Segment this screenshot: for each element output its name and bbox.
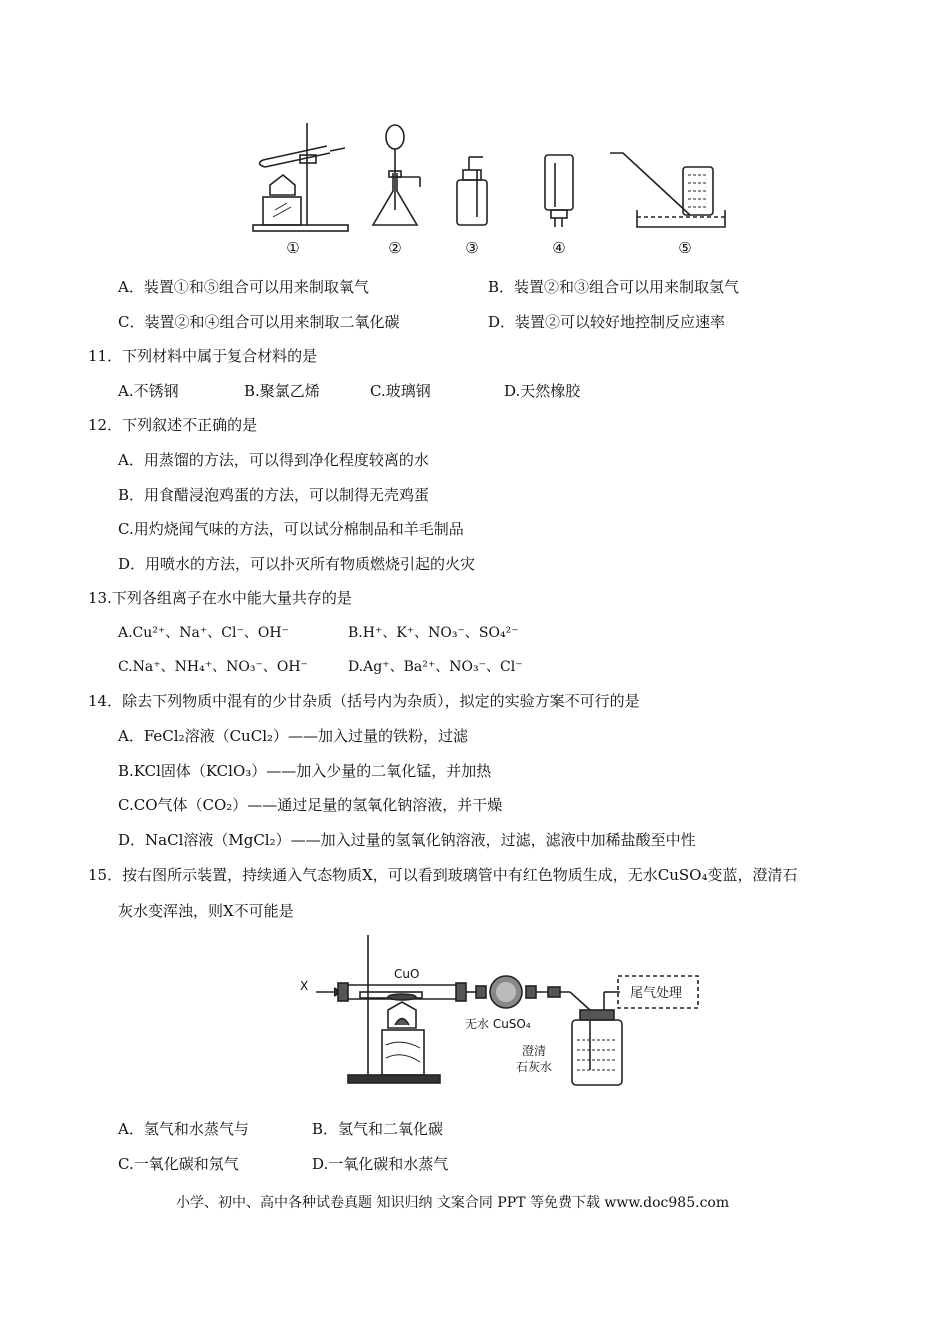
q12-stem: 12．下列叙述不正确的是 [88,416,258,434]
q10-option-d: D．装置②可以较好地控制反应速率 [488,313,726,331]
limewater-label-line2: 石灰水 [516,1060,553,1074]
q13-option-d: D.Ag⁺、Ba²⁺、NO₃⁻、Cl⁻ [348,659,523,675]
q15-apparatus-diagram [290,930,710,1090]
apparatus-label-4: ④ [552,239,566,257]
q11-option-a: A.不锈钢 [118,382,179,400]
q13-option-a: A.Cu²⁺、Na⁺、Cl⁻、OH⁻ [118,625,289,641]
apparatus-label-1: ① [286,239,300,257]
q15-option-a: A．氢气和水蒸气与 [118,1120,249,1138]
q15-option-d: D.一氧化碳和水蒸气 [312,1155,449,1173]
page-footer: 小学、初中、高中各种试卷真题 知识归纳 文案合同 PPT 等免费下载 www.doc985.com [176,1195,730,1211]
q13-option-b: B.H⁺、K⁺、NO₃⁻、SO₄²⁻ [348,625,519,641]
q10-option-a: A．装置①和⑤组合可以用来制取氧气 [118,278,369,296]
x-label: X [300,979,309,993]
q13-option-c: C.Na⁺、NH₄⁺、NO₃⁻、OH⁻ [118,659,308,675]
q14-option-c: C.CO气体（CO₂）——通过足量的氢氧化钠溶液，并干燥 [118,796,503,814]
q15-option-b: B．氢气和二氧化碳 [312,1120,444,1138]
q12-option-c: C.用灼烧闻气味的方法，可以试分棉制品和羊毛制品 [118,520,464,538]
q14-option-d: D．NaCl溶液（MgCl₂）——加入过量的氢氧化钠溶液，过滤，滤液中加稀盐酸至中性 [118,831,696,849]
apparatus-label-2: ② [388,239,402,257]
tail-gas-label: 尾气处理 [630,986,683,1001]
q14-option-b: B.KCl固体（KClO₃）——加入少量的二氧化锰，并加热 [118,762,492,780]
q15-option-c: C.一氧化碳和氖气 [118,1155,239,1173]
q11-stem: 11．下列材料中属于复合材料的是 [88,347,318,365]
q14-option-a: A．FeCl₂溶液（CuCl₂）——加入过量的铁粉，过滤 [118,727,469,745]
q11-option-d: D.天然橡胶 [504,382,581,400]
q14-stem: 14．除去下列物质中混有的少甘杂质（括号内为杂质），拟定的实验方案不可行的是 [88,692,640,710]
limewater-label-line1: 澄清 [522,1044,547,1058]
q10-option-c: C．装置②和④组合可以用来制取二氧化碳 [118,313,400,331]
q11-option-c: C.玻璃钢 [370,382,431,400]
q12-option-d: D．用喷水的方法，可以扑灭所有物质燃烧引起的火灾 [118,555,476,573]
q10-apparatus-figure [245,115,745,265]
apparatus-label-5: ⑤ [678,239,692,257]
q12-option-b: B．用食醋浸泡鸡蛋的方法，可以制得无壳鸡蛋 [118,486,430,504]
apparatus-label-3: ③ [465,239,479,257]
q12-option-a: A．用蒸馏的方法，可以得到净化程度较离的水 [118,451,429,469]
cuso4-label: 无水 CuSO₄ [465,1017,531,1031]
cuo-label: CuO [394,967,420,981]
q15-stem-line1: 15．按右图所示装置，持续通入气态物质X，可以看到玻璃管中有红色物质生成，无水CuSO₄变蓝，澄清石 [88,866,798,884]
q15-stem-line2: 灰水变浑浊，则X不可能是 [118,902,294,920]
q11-option-b: B.聚氯乙烯 [244,382,320,400]
q13-stem: 13.下列各组离子在水中能大量共存的是 [88,589,352,607]
q10-option-b: B．装置②和③组合可以用来制取氢气 [488,278,740,296]
